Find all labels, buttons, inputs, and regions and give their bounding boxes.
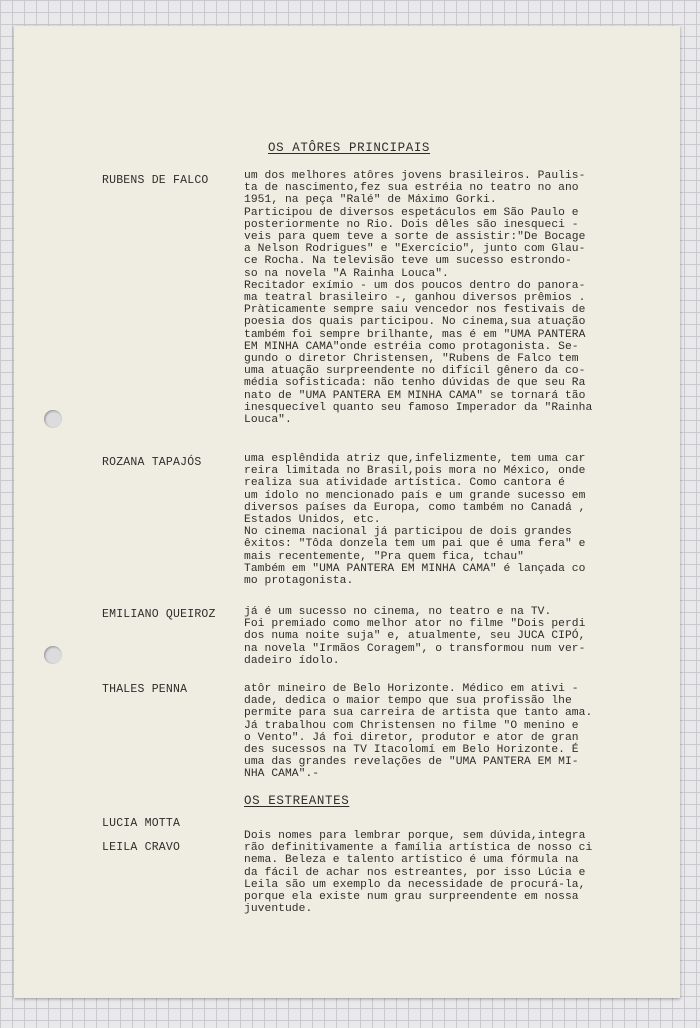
- text-line: posteriormente no Rio. Dois dêles são inesqueci -: [244, 218, 579, 231]
- text-line: Estados Unidos, etc.: [244, 514, 381, 527]
- newcomers-bio: [244, 830, 629, 915]
- text-line: ce Rocha. Na televisão teve um sucesso estrondo-: [244, 255, 572, 268]
- text-line: reira limitada no Brasil,pois mora no México, onde: [244, 465, 586, 478]
- text-line: EM MINHA CAMA"onde estréia como protagonista. Se-: [244, 340, 579, 353]
- text-line: poesia dos quais participou. No cinema,sua atuação: [244, 316, 586, 329]
- text-line: dos numa noite suja" e, atualmente, seu JUCA CIPÓ,: [244, 630, 586, 643]
- text-line: Já trabalhou com Christensen no filme "O menino e: [244, 719, 579, 732]
- text-line: mais recentemente, "Pra quem fica, tchau": [244, 550, 524, 563]
- text-line: o Vento". Já foi diretor, produtor e ator de gran: [244, 731, 579, 744]
- text-line: veis para quem teve a sorte de assistir:"De Bocage: [244, 231, 586, 244]
- actor-name: RUBENS DE FALCO: [102, 174, 209, 187]
- actor-bio: [244, 170, 629, 426]
- text-line: diversos países da Europa, como também no Canadá ,: [244, 501, 586, 514]
- text-line: juventude.: [244, 903, 313, 916]
- text-line: já é um sucesso no cinema, no teatro e na TV.: [244, 606, 552, 618]
- text-line: mo protagonista.: [244, 575, 354, 588]
- text-line: gundo o diretor Christensen, "Rubens de Falco tem: [244, 353, 579, 366]
- text-line: êxitos: "Tôda donzela tem um pai que é uma fera" e: [244, 538, 586, 551]
- actor-name: THALES PENNA: [102, 683, 188, 696]
- text-line: média sofisticada: não tenho dúvidas de que seu Ra: [244, 377, 586, 390]
- text-line: uma das grandes revelações de "UMA PANTERA EM MI-: [244, 756, 579, 769]
- text-line: ma teatral brasileiro -, ganhou diversos prêmios .: [244, 292, 586, 305]
- text-line: Participou de diversos espetáculos em São Paulo e: [244, 206, 579, 219]
- text-line: da fácil de achar nos estreantes, por isso Lúcia e: [244, 866, 586, 879]
- actor-name: EMILIANO QUEIROZ: [102, 608, 216, 621]
- text-line: Pràticamente sempre saiu vencedor nos festivais de: [244, 304, 586, 317]
- text-line: No cinema nacional já participou de dois grandes: [244, 526, 572, 539]
- text-line: Louca".: [244, 414, 292, 427]
- text-line: dadeiro ídolo.: [244, 654, 340, 667]
- text-line: atôr mineiro de Belo Horizonte. Médico em ativi -: [244, 683, 579, 695]
- text-line: Também em "UMA PANTERA EM MINHA CAMA" é lançada co: [244, 562, 586, 575]
- text-line: des sucessos na TV Itacolomí em Belo Horizonte. É: [244, 744, 579, 757]
- text-line: nato de "UMA PANTERA EM MINHA CAMA" se tornará tão: [244, 389, 586, 402]
- newcomer-name: LEILA CRAVO: [102, 841, 181, 854]
- text-line: 1951, na peça "Ralé" de Máximo Gorki.: [244, 194, 497, 207]
- actor-bio: [244, 453, 629, 587]
- text-line: rão definitivamente a família artística de nosso ci: [244, 842, 593, 855]
- text-line: NHA CAMA".-: [244, 768, 320, 781]
- text-line: so na novela "A Rainha Louca".: [244, 267, 449, 280]
- punch-hole-bottom: [44, 646, 62, 664]
- newcomer-name: LUCIA MOTTA: [102, 817, 181, 830]
- text-line: também foi sempre brilhante, mas é em "UMA PANTERA: [244, 328, 586, 341]
- text-line: Leila são um exemplo da necessidade de procurá-la,: [244, 878, 586, 891]
- text-line: uma esplêndida atriz que,infelizmente, tem uma car: [244, 453, 586, 465]
- text-line: permite para sua carreira de artista que tanto ama.: [244, 707, 593, 720]
- text-line: realiza sua atividade artística. Como cantora é: [244, 477, 565, 490]
- section-title-newcomers: OS ESTREANTES: [244, 794, 350, 808]
- text-line: dade, dedica o maior tempo que sua profissão lhe: [244, 695, 572, 708]
- text-line: Recitador exímio - um dos poucos dentro do panora-: [244, 279, 586, 292]
- page-title: OS ATÔRES PRINCIPAIS: [268, 141, 431, 155]
- punch-hole-top: [44, 410, 62, 428]
- text-line: a Nelson Rodrigues" e "Exercício", junto com Glau-: [244, 243, 586, 256]
- text-line: um dos melhores atôres jovens brasileiros. Paulis-: [244, 170, 586, 182]
- text-line: na novela "Irmãos Coragem", o transformou num ver-: [244, 642, 586, 655]
- actor-name: ROZANA TAPAJÓS: [102, 456, 202, 469]
- text-line: inesquecível quanto seu famoso Imperador da "Rainha: [244, 401, 593, 414]
- text-line: ta de nascimento,fez sua estréia no teatro no ano: [244, 182, 579, 195]
- actor-bio: [244, 606, 629, 667]
- text-line: Dois nomes para lembrar porque, sem dúvida,integra: [244, 830, 586, 842]
- text-line: um ídolo no mencionado país e um grande sucesso em: [244, 489, 586, 502]
- actor-bio: [244, 683, 629, 781]
- text-line: Foi premiado como melhor ator no filme "Dois perdi: [244, 618, 586, 631]
- text-line: nema. Beleza e talento artístico é uma fórmula na: [244, 854, 579, 867]
- text-line: uma atuação surpreendente no difícil gênero da co-: [244, 365, 586, 378]
- text-line: porque ela existe num grau surpreendente em nossa: [244, 891, 579, 904]
